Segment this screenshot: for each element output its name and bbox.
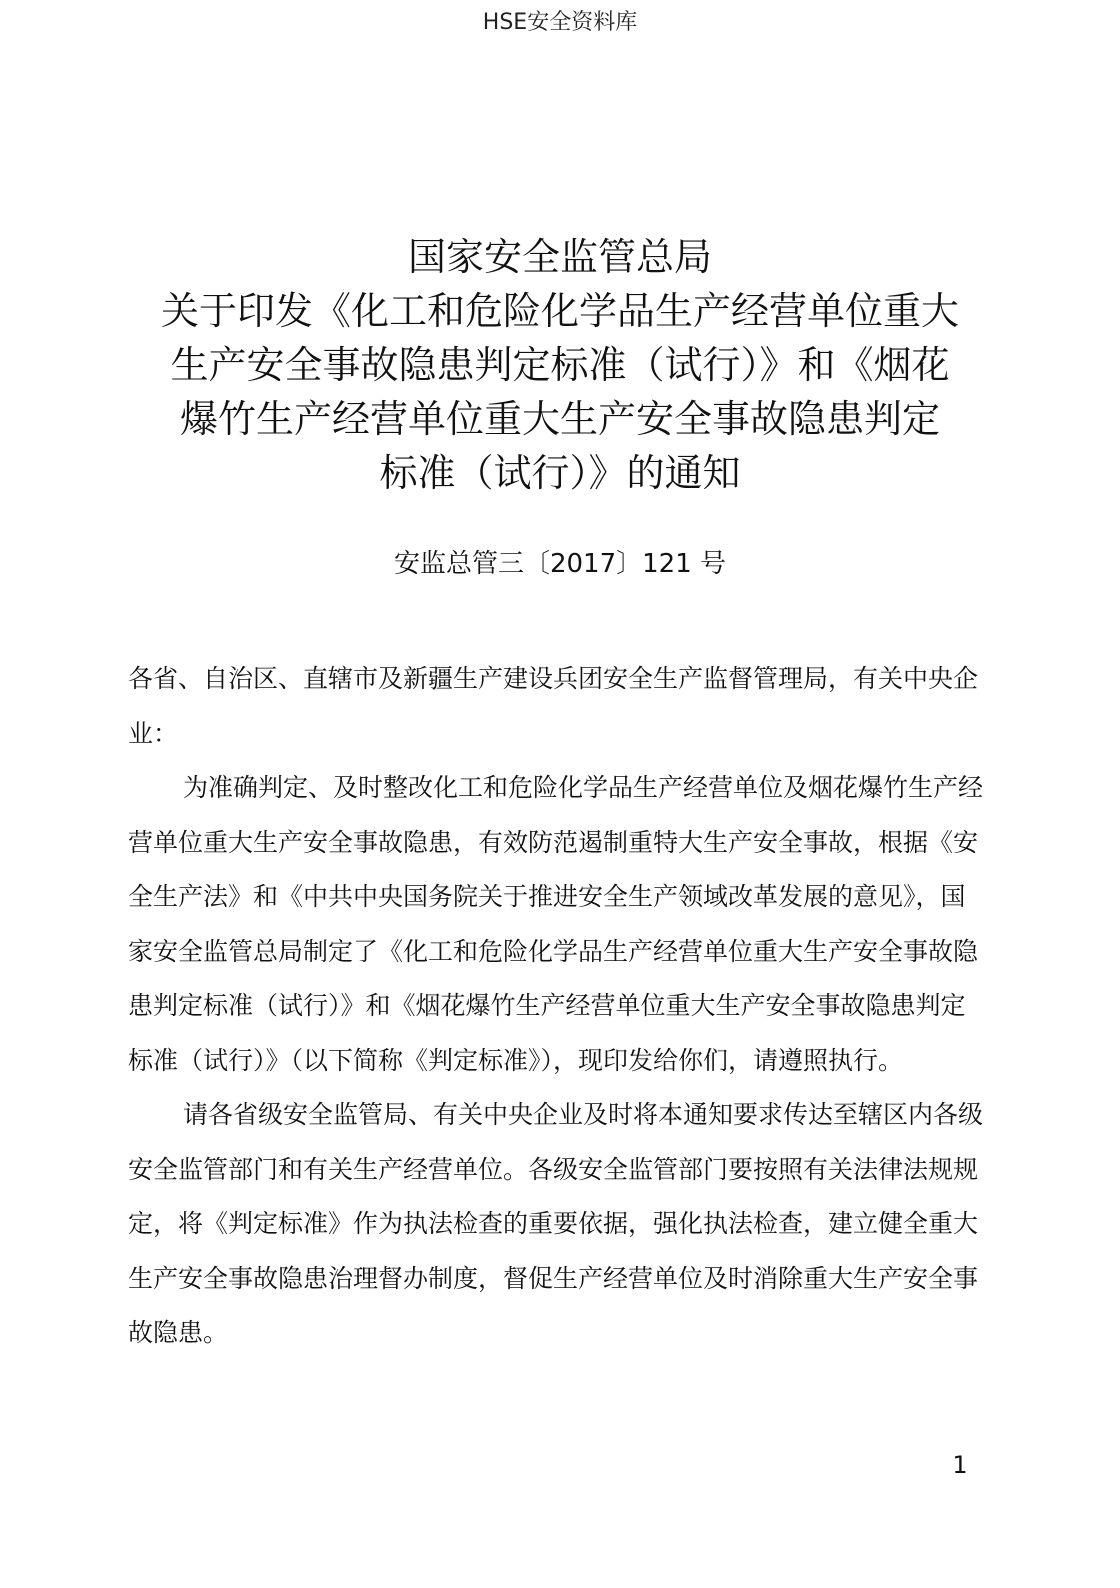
addressee: 各省、自治区、直辖市及新疆生产建设兵团安全生产监督管理局，有关中央企业： [128,664,979,748]
body-paragraph: 为准确判定、及时整改化工和危险化学品生产经营单位及烟花爆竹生产经营单位重大生产安全事故隐患，有效防范遏制重特大生产安全事故，根据《安全生产法》和《中共中央国务院关于推进安全生产领域改革发展的意见》，国家安全监管总局制定了《化工和危险化学品生产经营单位重大生产安全事故隐患判定标准（试行）》和《烟花爆竹生产经营单位重大生产安全事故隐患判定标准（试行）》（以下简称《判定标准》），现印发给你们，请遵照执行。 [128,773,984,1075]
title-line: 关于印发《化工和危险化学品生产经营单位重大 [160,289,959,333]
title-line: 标准（试行）》的通知 [379,451,741,495]
document-body [128,652,988,1361]
page-header: HSE安全资料库 [482,10,638,35]
document-number: 安监总管三〔2017〕121 号 [393,549,727,579]
title-line: 生产安全事故隐患判定标准（试行）》和《烟花 [170,343,950,387]
body-paragraph: 请各省级安全监管局、有关中央企业及时将本通知要求传达至辖区内各级安全监管部门和有关生产经营单位。各级安全监管部门要按照有关法律法规规定，将《判定标准》作为执法检查的重要依据，强化执法检查，建立健全重大生产安全事故隐患治理督办制度，督促生产经营单位及时消除重大生产安全事故隐患。 [128,1100,984,1347]
title-line: 国家安全监管总局 [407,235,712,279]
document-title [100,230,1020,500]
page-number: 1 [952,1451,968,1479]
title-line: 爆竹生产经营单位重大生产安全事故隐患判定 [179,397,940,441]
